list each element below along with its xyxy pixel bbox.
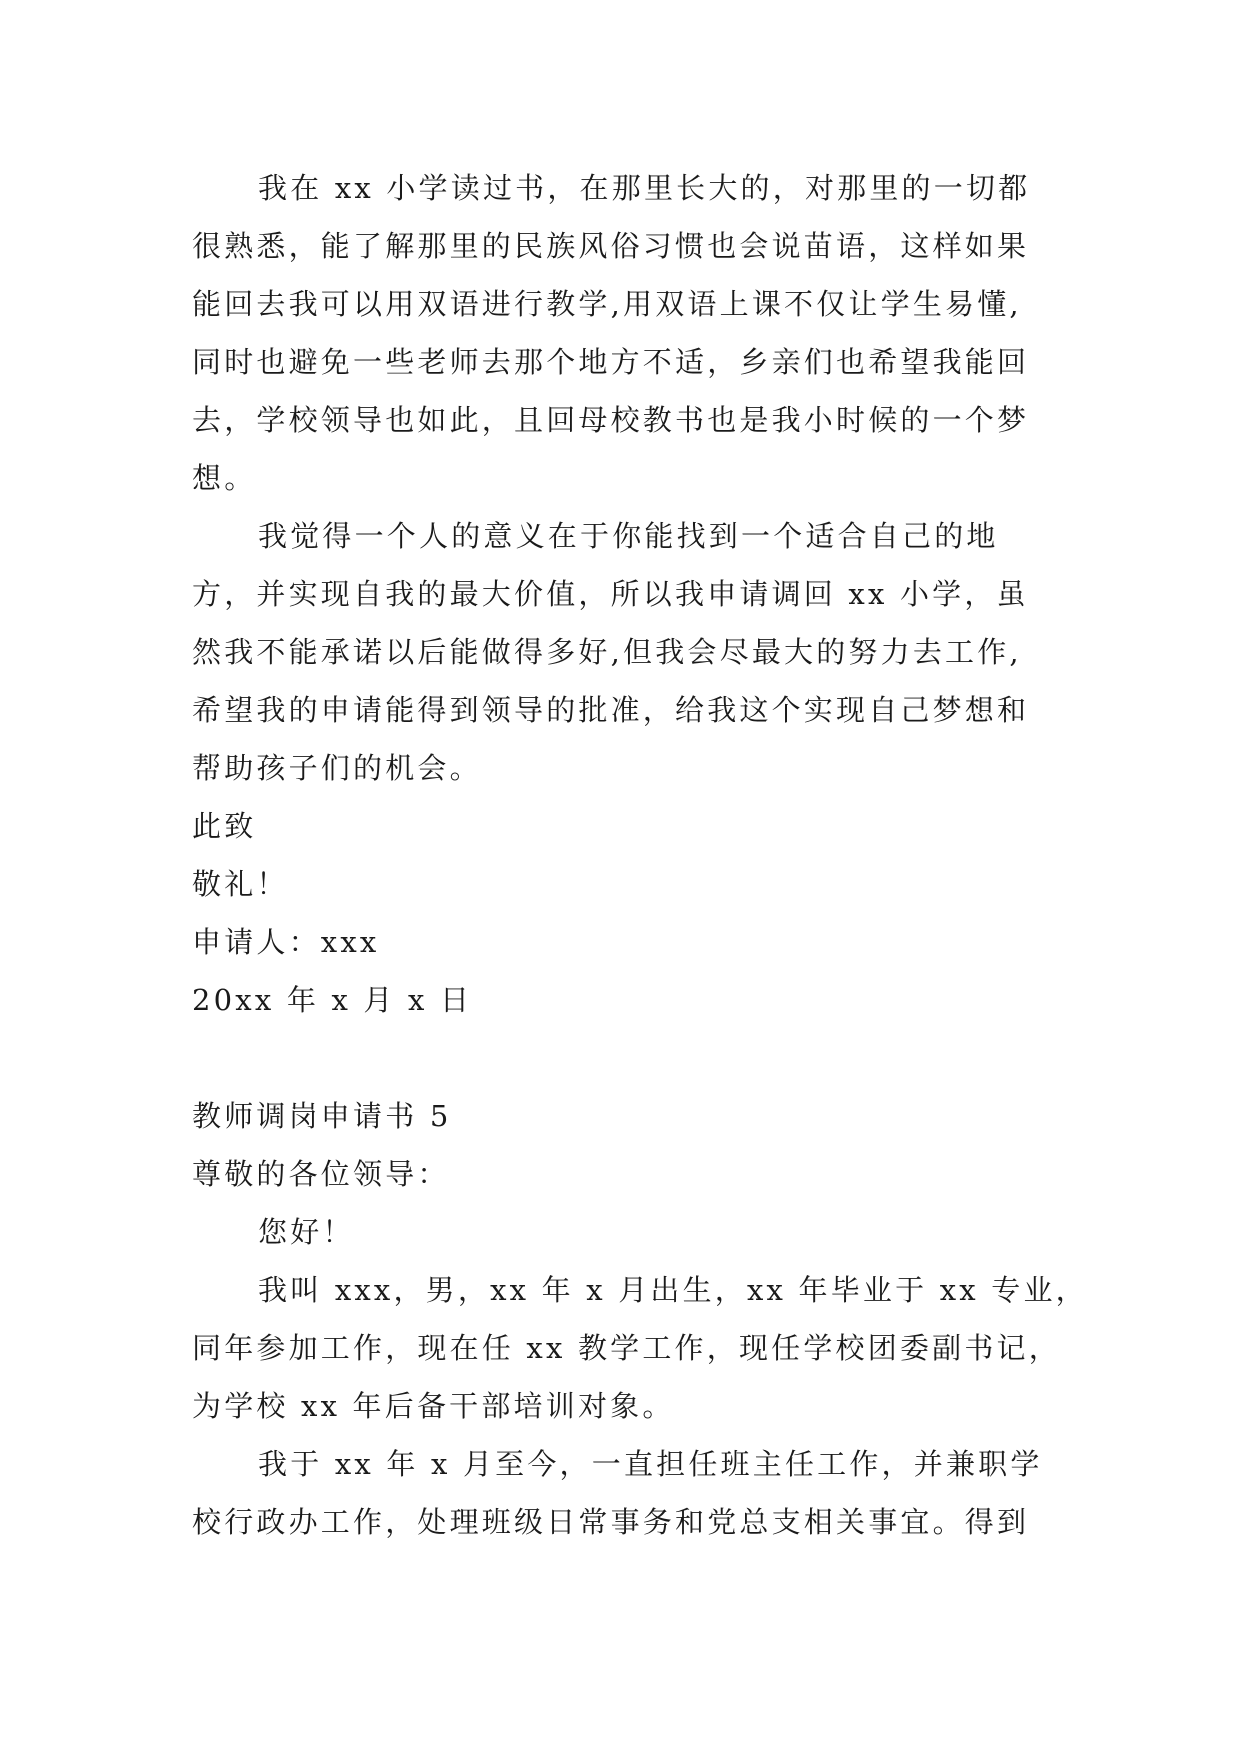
text-line: 想。 [192, 461, 257, 495]
greeting: 您好！ [258, 1215, 355, 1249]
text-line: 希望我的申请能得到领导的批准，给我这个实现自己梦想和 [192, 693, 1030, 727]
addressee: 尊敬的各位领导： [192, 1157, 450, 1191]
closing-salutation: 此致 [192, 809, 257, 843]
text-line: 为学校 xx 年后备干部培训对象。 [192, 1389, 675, 1423]
text-line: 校行政办工作，处理班级日常事务和党总支相关事宜。得到 [192, 1505, 1030, 1539]
text-line: 我叫 xxx，男，xx 年 x 月出生，xx 年毕业于 xx 专业， [258, 1273, 1088, 1307]
text-line: 方，并实现自我的最大价值，所以我申请调回 xx 小学，虽 [192, 577, 1029, 611]
text-line: 很熟悉，能了解那里的民族风俗习惯也会说苗语，这样如果 [192, 229, 1030, 263]
text-line: 我于 xx 年 x 月至今，一直担任班主任工作，并兼职学 [258, 1447, 1043, 1481]
closing-respect: 敬礼！ [192, 867, 289, 901]
section-title: 教师调岗申请书 5 [192, 1099, 452, 1133]
letter-date: 20xx 年 x 月 x 日 [192, 983, 473, 1017]
text-line: 我觉得一个人的意义在于你能找到一个适合自己的地 [258, 519, 999, 553]
text-line: 同年参加工作，现在任 xx 教学工作，现任学校团委副书记， [192, 1331, 1061, 1365]
text-line: 能回去我可以用双语进行教学,用双语上课不仅让学生易懂, [192, 287, 1022, 321]
text-line: 同时也避免一些老师去那个地方不适，乡亲们也希望我能回 [192, 345, 1030, 379]
text-line: 去，学校领导也如此，且回母校教书也是我小时候的一个梦 [192, 403, 1030, 437]
applicant-signature: 申请人：xxx [192, 925, 380, 959]
text-line: 然我不能承诺以后能做得多好,但我会尽最大的努力去工作, [192, 635, 1022, 669]
text-line: 我在 xx 小学读过书，在那里长大的，对那里的一切都 [258, 171, 1031, 205]
text-line: 帮助孩子们的机会。 [192, 751, 482, 785]
